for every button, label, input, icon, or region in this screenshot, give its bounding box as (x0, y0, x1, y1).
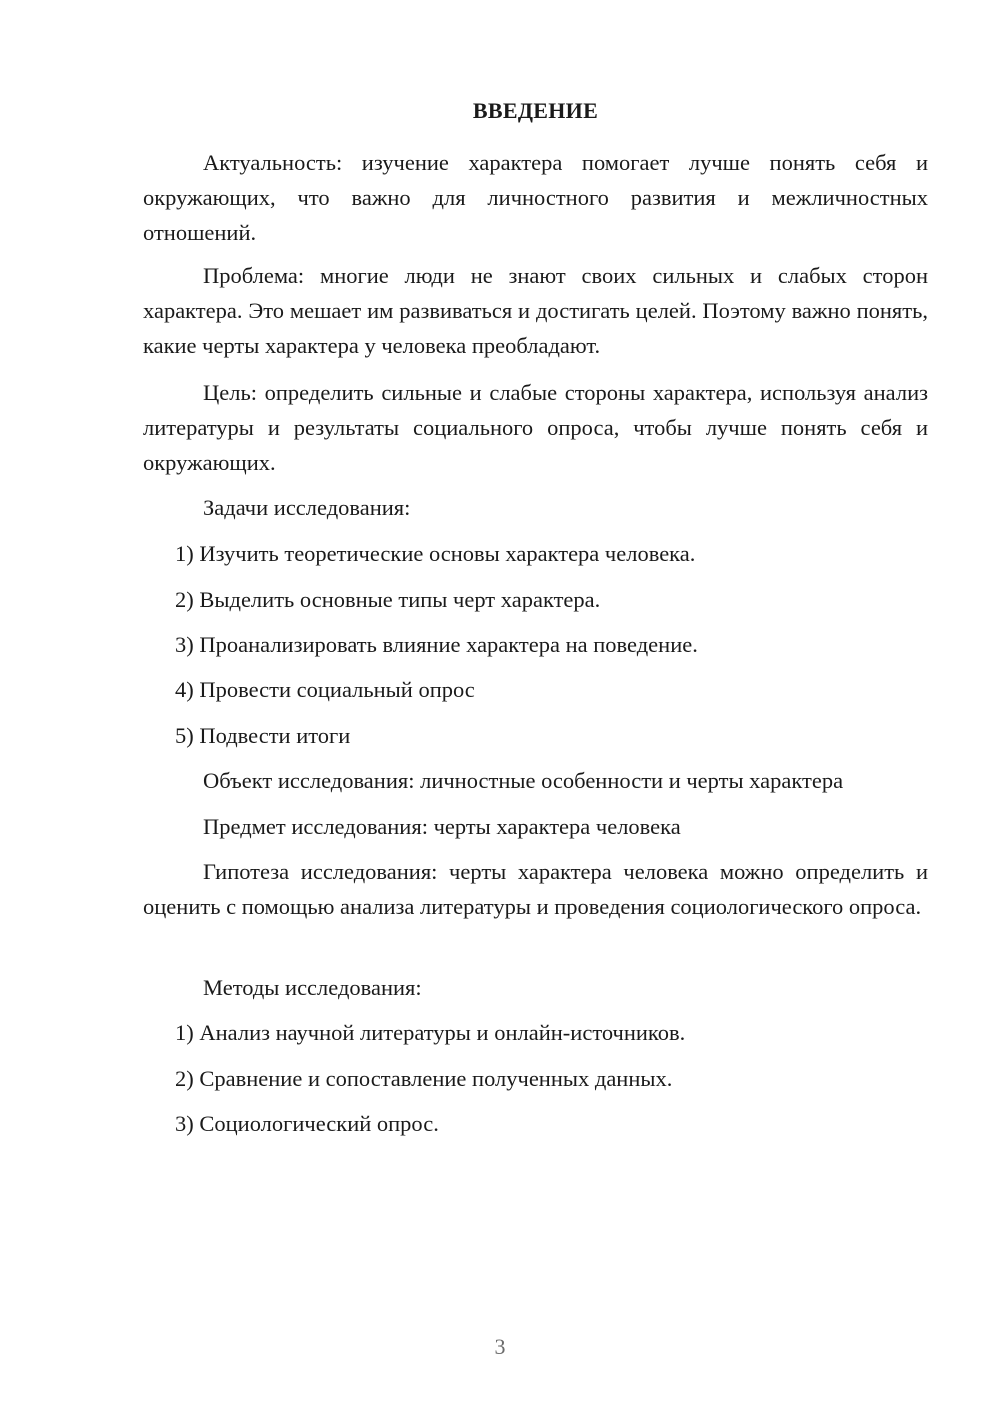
paragraph-goal: Цель: определить сильные и слабые стороны характера, используя анализ литературы и результаты социального опроса, чтобы лучше понять себя и окружающих. (143, 380, 928, 475)
method-item-3: 3) Социологический опрос. (175, 1111, 439, 1136)
task-item-3: 3) Проанализировать влияние характера на поведение. (175, 632, 698, 657)
task-item-1: 1) Изучить теоретические основы характера человека. (175, 541, 696, 566)
section-heading: ВВЕДЕНИЕ (472, 98, 599, 123)
method-item-2: 2) Сравнение и сопоставление полученных данных. (175, 1066, 673, 1091)
method-item-1: 1) Анализ научной литературы и онлайн-источников. (175, 1020, 686, 1045)
task-item-2: 2) Выделить основные типы черт характера. (175, 587, 601, 612)
research-object: Объект исследования: личностные особенности и черты характера (203, 768, 844, 793)
task-item-5: 5) Подвести итоги (175, 723, 351, 748)
paragraph-relevance: Актуальность: изучение характера помогает лучше понять себя и окружающих, что важно для личностного развития и межличностных отношений. (143, 150, 928, 245)
paragraph-problem: Проблема: многие люди не знают своих сильных и слабых сторон характера. Это мешает им развиваться и достигать целей. Поэтому важно понять, какие черты характера у человека преобладают. (143, 263, 928, 358)
tasks-title: Задачи исследования: (203, 495, 411, 520)
paragraph-hypothesis: Гипотеза исследования: черты характера человека можно определить и оценить с помощью анализа литературы и проведения социологического опроса. (143, 859, 928, 919)
task-item-4: 4) Провести социальный опрос (175, 677, 475, 702)
page-number: 3 (494, 1334, 506, 1359)
methods-title: Методы исследования: (203, 975, 422, 1000)
research-subject: Предмет исследования: черты характера человека (203, 814, 681, 839)
